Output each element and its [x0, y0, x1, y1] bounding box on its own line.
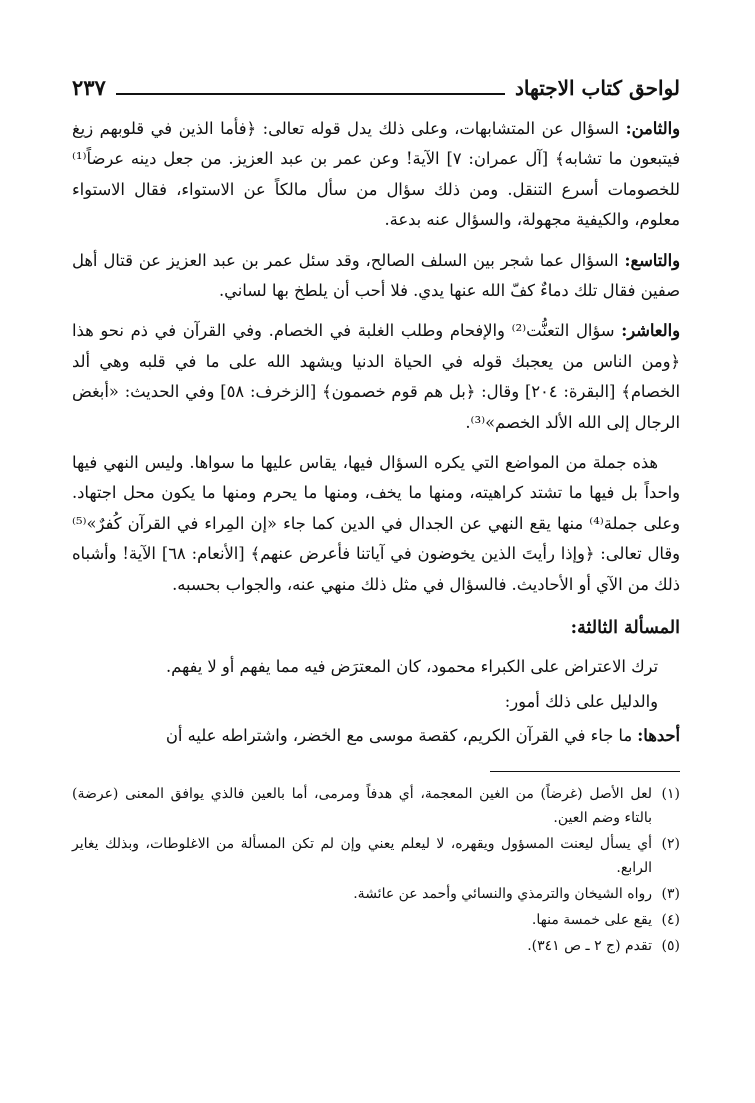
- paragraph-eighth: [72, 114, 680, 236]
- header-title: لواحق كتاب الاجتهاد: [514, 76, 680, 100]
- running-header: [72, 70, 680, 100]
- paragraph-text: السؤال عن المتشابهات، وعلى ذلك يدل قوله تعالى: ﴿فأما الذين في قلوبهم زيغ فيتبعون ما تشابه﴾ [آل عمران: ٧] الآية! وعن عمر بن عبد العزيز. من جعل دينه عرضاً⁽¹⁾ للخصومات أسرع التنقل. ومن ذلك سؤال من سأل مالكاً عن الاستواء، فقال الاستواء معلوم، والكيفية مجهولة، والسؤال عنه بدعة.: [72, 119, 680, 230]
- section-heading: المسألة الثالثة:: [570, 618, 680, 639]
- footnote-number: (٣): [661, 886, 680, 903]
- page-number: ٢٣٧: [72, 75, 106, 100]
- paragraph-rule: [72, 652, 680, 682]
- paragraph-ninth: [72, 246, 680, 307]
- footnote-text: تقدم (ج ٢ ـ ص ٣٤١).: [527, 938, 652, 955]
- footnote: [72, 782, 680, 830]
- paragraph-summary: [72, 448, 680, 600]
- footnote: [72, 882, 680, 906]
- footnote-separator: [490, 771, 680, 772]
- paragraph-text: سؤال التعنُّت⁽²⁾ والإفحام وطلب الغلبة في الخصام. وفي القرآن في ذم نحو هذا ﴿ومن الناس من يعجبك قوله في الحياة الدنيا ويشهد الله على ما في قلبه وهي ألد الخصام﴾ [البقرة: ٢٠٤] وقال: ﴿بل هم قوم خصمون﴾ [الزخرف: ٥٨] وفي الحديث: «أبغض الرجال إلى الله الألد الخصم»⁽³⁾.: [72, 321, 680, 432]
- footnote-text: رواه الشيخان والترمذي والنسائي وأحمد عن عائشة.: [353, 886, 652, 903]
- paragraph-first-evidence: [72, 721, 680, 751]
- footnote-text: لعل الأصل (غرضاً) من الغين المعجمة، أي هدفاً ومرمى، أما بالعين فالذي يوافق المعنى (عرضة) بالتاء وضم العين.: [72, 786, 652, 827]
- footnote-text: يقع على خمسة منها.: [531, 912, 652, 929]
- header-rule: [116, 93, 505, 95]
- footnote: [72, 908, 680, 932]
- footnote: [72, 934, 680, 958]
- paragraph-lead: والعاشر:: [621, 321, 680, 341]
- paragraph-text: هذه جملة من المواضع التي يكره السؤال فيها، يقاس عليها ما سواها. وليس النهي فيها واحداً بل فيها ما تشتد كراهيته، ومنها ما يخف، ومنها ما يحرم ومنها ما يكون محل اجتهاد. وعلى جملة⁽⁴⁾ منها يقع النهي عن الجدال في الدين كما جاء «إن المِراء في القرآن كُفرٌ»⁽⁵⁾ وقال تعالى: ﴿وإذا رأيتَ الذين يخوضون في آياتنا فأعرض عنهم﴾ [الأنعام: ٦٨] الآية! وأشباه ذلك من الآي أو الأحاديث. فالسؤال في مثل ذلك منهي عنه، والجواب بحسبه.: [72, 453, 680, 594]
- paragraph-text: السؤال عما شجر بين السلف الصالح، وقد سئل عمر بن عبد العزيز عن قتال أهل صفين فقال تلك دماءٌ كفّ الله عنها يدي. فلا أحب أن يلطخ بها لساني.: [72, 250, 680, 301]
- paragraph-text: والدليل على ذلك أمور:: [504, 691, 658, 711]
- footnote-number: (٤): [661, 912, 680, 929]
- paragraph-lead: والتاسع:: [624, 250, 680, 270]
- paragraph-lead: أحدها:: [637, 725, 680, 745]
- paragraph-text: ترك الاعتراض على الكبراء محمود، كان المعترَض فيه مما يفهم أو لا يفهم.: [165, 657, 658, 677]
- paragraph-evidence-intro: [72, 687, 680, 717]
- footnote-number: (٥): [661, 938, 680, 955]
- footnote-number: (٢): [661, 836, 680, 853]
- footnote: [72, 832, 680, 880]
- paragraph-tenth: [72, 316, 680, 438]
- footnote-text: أي يسأل ليعنت المسؤول ويقهره، لا ليعلم يعني وإن لم تكن المسألة من الاغلوطات، وبذلك يغاير الرابع.: [72, 836, 652, 877]
- paragraph-lead: والثامن:: [625, 119, 680, 138]
- main-text: [72, 114, 680, 751]
- book-page: [72, 70, 680, 960]
- footnote-number: (١): [661, 786, 680, 803]
- paragraph-text: ما جاء في القرآن الكريم، كقصة موسى مع الخضر، واشتراطه عليه أن: [165, 725, 638, 745]
- footnotes: [72, 782, 680, 958]
